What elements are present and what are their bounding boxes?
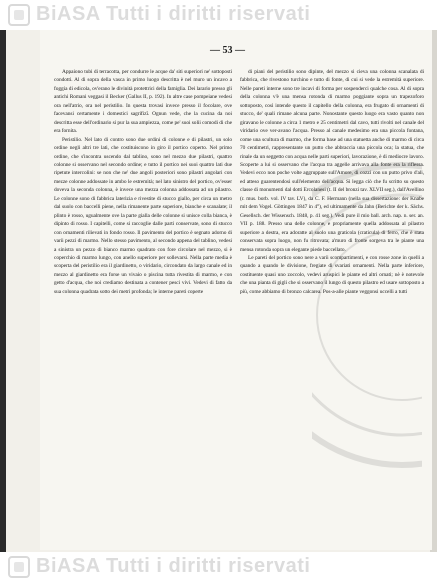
paragraph: Appaiono tubi di terracotta, per condurre le acque da' siti superiori ne' sottoposti condotti. Al di sopra della vasca in primo luogo descritta è nel muro un incavo a foggia di edicola, ov'erano le divinità protettrici della famiglia. Dei larario presso gli antichi Romani veggasi il Becker (Gallus II, p. 192). In altre case pompeiane vedesi ora nell'atrio, ora nel peristilio. In questa trovasi invece presso il focolare, ove facevansi certamente i domestici sagrifizî. Ognun vede, che la cucina da noi descritta esse dell'ordinario si pur la sua ampiezza, come pe' suoi solii comodi di che era fornita. [54, 69, 232, 135]
biasa-logo-icon [8, 4, 30, 26]
bottom-watermark-banner [0, 552, 437, 582]
top-watermark-banner [0, 0, 437, 30]
page-number: — 53 — [210, 45, 245, 56]
right-text-column [240, 68, 424, 296]
paragraph: di piani del peristilio sono dipinte, del mezzo si cieva una colonna scanalata di fabbrica, che rivestono turchino e tutto di fonte, di cui si vede la estremità superiore. Nelle pareti interne sono tre incavi di forma per sospenderci qualche cosa. Al di sopra della colonna v'è una mensa rotonda di marmo poggiante sopra un trapezoforo sottoposto, così intende questo il capitello della colonna, era frugato di ornamenti di stucco, de' quali rimane alcuna parte. Nonostante questo luogo era vasto quanto non giravano le colonne a circa 1 metro e 25 centimetri dal cavo, tutti rivolti nel canale del viridario ove ver-avano l'acqua. Presso al canale medesimo era una piccola fontana, come una scultura di marmo, che forma base ad una statuetta anche di marmo di circa 70 centimetri, rappresentante un putto che abbraccia una piccola oca; la statua, che rinale da un seggetto con acqua nelle parti superiori, lavorazione, è di mediocre lavoro. Scoperte a lui si osservano che l'acqua tra aggelle arrivava alla fonte era la riflessa. Vedevi ecco non poche volte aggruppate sull'Amore, di cozzi con un putto privo d'ali, ed atteso guarentendosi sull'elemento dell'acqua. Si legga ciò che fu scritto su questo classe di monumenti dal dotti Ercolanesi (t. II del bronzi tav. XLVII seg.), dall'Avellino (r. mus. borb. vol. IV tav. LV), da C. F. Hermann (nella sua dissertazione: der Knabe mit dem Vogel. Göttingen 1847 in 4°), ed ultimamente da Jahn (Berichte der k. Sächs. Gesellsch. der Wissensch. 1848, p. 41 seg.). Vedi pure il mio ball. arch. nap. n. ser. an. VII p. 188. Presso una delle colonne, e propriamente quella addossata al pilastro superiore a destra, era adoratte al suolo una graticola (craticula) di ferro, che è stata conservata sopra luogo, non fu ritrovata; a'muro di fronte sorgeva tra le piante una mensa rotonda sopra un elegante piede baccellato. [240, 69, 424, 253]
page-binding-edge [0, 30, 6, 552]
paragraph: Le pareti del portico sono nere a varii scompartimenti, e con rosse zone in quelli a quando a quando le divisione, fregiate di svariati ornamenti. Nella parte inferiore, costituente quasi uno zoccolo, vedevi aruspici le piante ed altri ornati; nè è notevole che una pianta di gigli che si osservano il lungo di questo pilastro ed usare sottoposto a più, come abbiamo di bronzo calcarea. Pos-a-alle piante veggonsi uccelli a tutti [240, 254, 424, 295]
top-watermark-text: BiASA Tutti i diritti riservati [36, 3, 311, 25]
biasa-logo-icon [8, 556, 30, 578]
paragraph: Peristilio. Nel lato di contro sono due ordini di colonne e di pilastri, un solo ordine negli altri tre lati, che costituiscono in giro il portico coperto. Nel primo ordine, che s'incontra uscendo dal tablino, sono nel mezzo due pilastri, quattro colonne si osservano nel secondo ordine; e tutto il portico nei suoi quattro lati due ripetute intercolini: se non che ne' due angoli posteriori sono pilastri angolari con mezze colonne addossate in ambo le estremità; nel lato sinistro del portico, ov'esser doveva la seconda colonna, è invece una mezza colonna addossata ad un pilastro. Le colonne sono di fabbrica laterizia e rivestite di stucco giallo, per circa un metro dal suolo con baccelli piene, nella rimanente parte superiore, bianche e scanalate; il plinto è rosso, ugualmente ove la parte gialla delle colonne si unisce colla bianca, è dipinto di rosso. I capitelli, come si raccoglie dalle parti conservate, sono di stucco con ornamenti rilievati in fondo rosso. Il pavimento del portico è segnato adorno di varii pezzi di marmo. Nello stesso pavimento, al secondo appena del tablino, vedesi a sinistra un pezzo di bianco marmo quadrato con fore circolare nel mezzo, si è coperchio di marmo lungo, con anello superiore per sollevarsi. Nella parte media è scoperta del peristilio era il giardinetto, o viridario, circondato da largo canale ed in mezzo al giardinetto era forse un vivaio o piscina tutta rivestita di marmo, e con getto d'acqua, che noi crediamo destinata a contener pesci vivi. Vedevi di fatto da sua colonna quadrata sotto dei metri profonda; le interne pareti coperte [54, 136, 232, 295]
scanned-page [40, 30, 432, 550]
bottom-watermark-text: BiASA Tutti i diritti riservati [36, 555, 311, 577]
left-text-column [54, 68, 232, 296]
